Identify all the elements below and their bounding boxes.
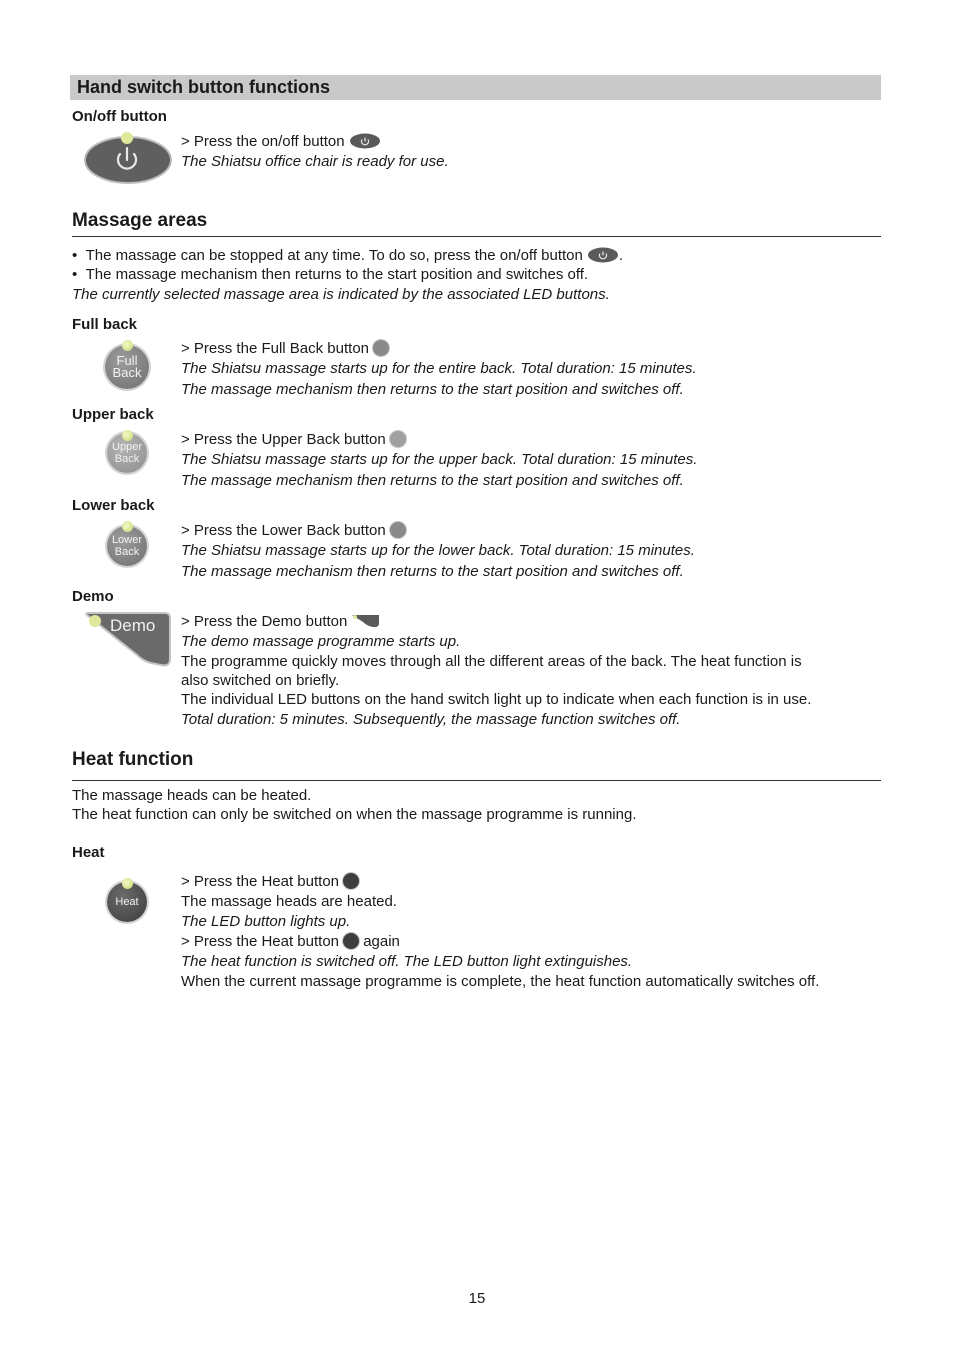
heat-step2-tail: again (363, 933, 400, 950)
lower-back-btn-line2: Back (114, 546, 140, 558)
demo-line3: also switched on briefly. (181, 672, 340, 689)
heat-function-rule (72, 780, 881, 781)
lower-back-step (181, 521, 406, 541)
heat-line1: The massage heads are heated. (181, 893, 397, 910)
lower-back-heading: Lower back (72, 497, 155, 514)
full-back-heading: Full back (72, 316, 138, 333)
bullet-2-text: The massage mechanism then returns to the start position and switches off. (85, 266, 589, 283)
onoff-step-text: > Press the on/off button (181, 133, 345, 150)
massage-areas-heading: Massage areas (72, 210, 208, 231)
bullet-1-tail: . (618, 247, 624, 264)
heat-step2-text: > Press the Heat button (181, 933, 340, 950)
upper-back-btn-line1: Upper (112, 441, 142, 453)
onoff-heading: On/off button (72, 108, 167, 125)
demo-line4: The individual LED buttons on the hand switch light up to indicate when each function is in use. (181, 691, 812, 708)
demo-step-text: > Press the Demo button (181, 613, 348, 630)
heat-line4: When the current massage programme is complete, the heat function automatically switches off. (181, 973, 820, 990)
lower-back-btn-line1: Lower (112, 534, 142, 546)
full-back-btn-line1: Full (116, 353, 138, 368)
upper-back-heading: Upper back (72, 406, 154, 423)
onoff-button-image (82, 130, 174, 191)
upper-back-line2: The massage mechanism then returns to the start position and switches off. (181, 472, 684, 489)
lower-back-led (122, 521, 133, 532)
heat-step1 (181, 872, 359, 892)
heat-line3: The heat function is switched off. The LED button light extinguishes. (181, 953, 633, 970)
demo-line2: The programme quickly moves through all the different areas of the back. The heat function is (181, 653, 802, 670)
massage-note: The currently selected massage area is indicated by the associated LED buttons. (72, 286, 610, 303)
lower-back-line2: The massage mechanism then returns to the start position and switches off. (181, 563, 684, 580)
heat-function-heading: Heat function (72, 749, 194, 770)
heat-led (122, 878, 133, 889)
heat-intro1: The massage heads can be heated. (72, 787, 312, 804)
heat-step2 (181, 932, 400, 952)
demo-heading: Demo (72, 588, 114, 605)
full-back-button-image (105, 345, 149, 389)
upper-back-led (122, 430, 133, 441)
full-back-btn-line2: Back (112, 365, 142, 380)
full-back-led (122, 340, 133, 351)
full-back-step-text: > Press the Full Back button (181, 340, 370, 357)
bullet-dot: • (72, 266, 86, 283)
full-back-line1: The Shiatsu massage starts up for the entire back. Total duration: 15 minutes. (181, 360, 697, 377)
section-title: Hand switch button functions (77, 77, 330, 97)
section-banner (70, 75, 881, 100)
heat-intro2: The heat function can only be switched on when the massage programme is running. (72, 806, 637, 823)
lower-back-line1: The Shiatsu massage starts up for the lower back. Total duration: 15 minutes. (181, 542, 695, 559)
upper-back-mini-icon (390, 431, 406, 447)
bullet-dot: • (72, 247, 86, 264)
page-number: 15 (468, 1290, 486, 1307)
heat-mini-icon (343, 873, 359, 889)
upper-back-line1: The Shiatsu massage starts up for the upper back. Total duration: 15 minutes. (181, 451, 698, 468)
full-back-mini-icon (373, 340, 389, 356)
demo-button-image (83, 611, 173, 674)
lower-back-button-image (107, 526, 147, 566)
heat-mini-icon (343, 933, 359, 949)
bullet-1-text: The massage can be stopped at any time. To do so, press the on/off button (85, 247, 583, 264)
upper-back-btn-line2: Back (114, 453, 140, 465)
full-back-line2: The massage mechanism then returns to the start position and switches off. (181, 381, 684, 398)
heat-btn-label: Heat (115, 896, 139, 908)
heat-step1-text: > Press the Heat button (181, 873, 340, 890)
demo-line1: The demo massage programme starts up. (181, 633, 461, 650)
full-back-step (181, 339, 389, 359)
heat-sub-heading: Heat (72, 844, 105, 861)
upper-back-step (181, 430, 406, 450)
lower-back-mini-icon (390, 522, 406, 538)
power-icon (587, 247, 619, 269)
lower-back-step-text: > Press the Lower Back button (181, 522, 386, 539)
heat-line2: The LED button lights up. (181, 913, 351, 930)
massage-areas-rule (72, 236, 881, 237)
massage-bullet-2 (72, 265, 588, 285)
demo-line5: Total duration: 5 minutes. Subsequently, the massage function switches off. (181, 711, 681, 728)
upper-back-step-text: > Press the Upper Back button (181, 431, 386, 448)
onoff-result: The Shiatsu office chair is ready for use. (181, 153, 449, 170)
demo-btn-label: Demo (110, 616, 156, 635)
